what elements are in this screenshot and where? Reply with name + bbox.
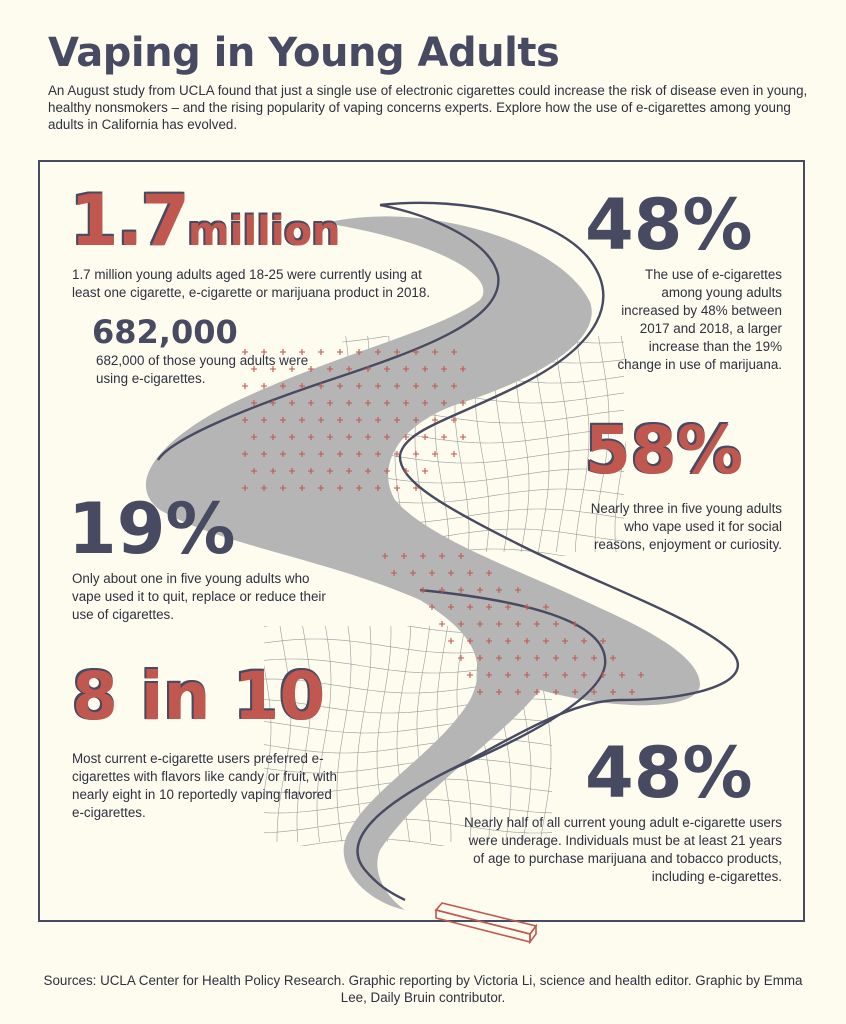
stat-quit-number: 19% [68,488,236,570]
stat-quit-text: Only about one in five young adults who vape used it to quit, replace or reduce their use of cigarettes. [72,571,326,622]
e-cigarette-icon [436,903,536,942]
stat-flavors-text: Most current e-cigarette users preferred e-cigarettes with flavors like candy or fruit, with nearly eight in 10 reportedly vaping flavored e-cigarettes. [72,751,337,820]
plus-mark [439,621,445,627]
plus-mark [394,485,400,491]
stat-social-number: 58% [585,412,743,489]
grid-line [555,336,569,552]
stat-increase-number: 48% [585,184,753,266]
stat-underage-number: 48% [585,732,753,814]
stat-million-text: 1.7 million young adults aged 18-25 were currently using at least one cigarette, e-cigarette or marijuana product in 2018. [72,267,431,300]
stat-social-text: Nearly three in five young adults who vape used it for social reasons, enjoyment or curiosity. [590,501,782,552]
stat-underage-text: Nearly half of all current young adult e-cigarette users were underage. Individuals must be at least 21 years of age to purchase marijuana and tobacco products, including e-cigarettes. [464,815,782,884]
plus-mark [458,655,464,661]
stat-million-number: 1.7million [70,180,341,262]
plus-mark [422,434,428,440]
plus-mark [467,672,473,678]
plus-mark [448,638,454,644]
stat-ecig-users-number: 682,000 [92,313,238,351]
plus-mark [337,349,343,355]
sources-credits: Sources: UCLA Center for Health Policy Research. Graphic reporting by Victoria Li, science and health editor. Graphic by Emma Lee, Daily Bruin contributor. [43,973,803,1005]
page-title: Vaping in Young Adults [48,30,560,76]
stat-ecig-users-text: 682,000 of those young adults were using e-cigarettes. [96,353,309,386]
grid-line [417,626,431,842]
plus-mark [460,434,466,440]
plus-mark [413,451,419,457]
plus-mark [441,434,447,440]
plus-mark [422,468,428,474]
intro-paragraph: An August study from UCLA found that just a single use of electronic cigarettes could increase the risk of disease even in young, healthy nonsmokers – and the rising popularity of vaping concerns experts. Explore how the use of e-cigarettes among young adults in California has evolved. [48,83,808,132]
stat-million-unit: million [188,209,341,255]
stat-increase-text: The use of e-cigarettes among young adults increased by 48% between 2017 and 2018, a larger increase than the 19% change in use of marijuana. [617,267,782,372]
plus-mark [451,451,457,457]
stat-flavors-number: 8 in 10 [72,658,326,735]
